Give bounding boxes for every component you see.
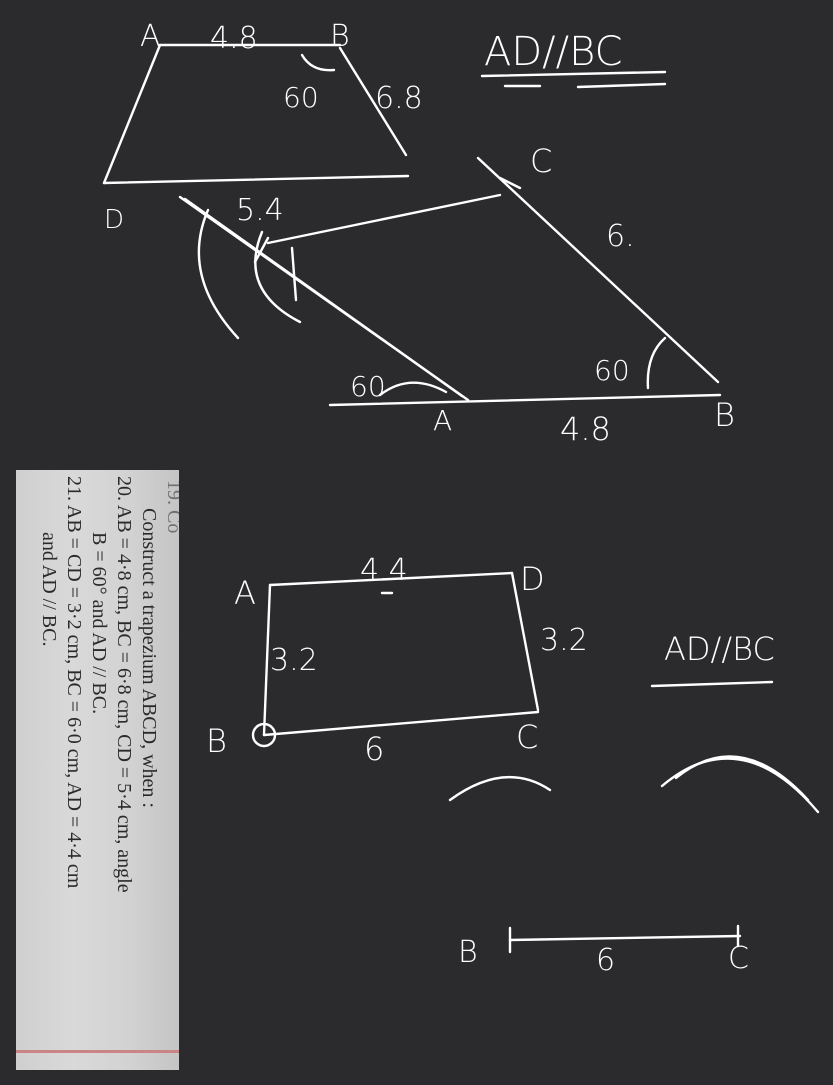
label-ab-length: 4.8 [210, 21, 258, 56]
angle-arc-b [302, 55, 334, 70]
question-20-line-1: 20. AB = 4·8 cm, BC = 6·8 cm, CD = 5·4 cm, angle [113, 476, 135, 893]
condition-ad-parallel-bc-2 [652, 630, 775, 686]
textbook-top-mark: 19. Co [163, 480, 185, 534]
construction-arc-left [450, 777, 550, 800]
cross-mark [292, 248, 296, 300]
label-bc-length: 6.8 [375, 81, 423, 116]
label-length: 6 [596, 943, 616, 978]
ray-from-a-double [185, 199, 462, 396]
label-ab-length: 3.2 [270, 643, 318, 678]
sketch-2-rough-trapezium [206, 553, 588, 768]
label-b: B [330, 19, 350, 54]
label-a-construction: A [433, 404, 453, 437]
sketch-1-construction [180, 142, 735, 448]
segment [510, 936, 740, 940]
label-ab-length-construction: 4.8 [560, 410, 611, 448]
label-c: C [516, 718, 539, 756]
label-b-construction: B [714, 396, 735, 434]
label-angle-b-construction: 60 [594, 354, 630, 387]
question-21-line-2: and AD // BC. [38, 532, 60, 647]
condition-text: AD//BC [664, 630, 775, 668]
label-a: A [234, 574, 256, 612]
base-line [330, 395, 720, 405]
margin-red-line [16, 1050, 179, 1053]
condition-text: AD//BC [484, 29, 623, 75]
angle-arc-a [380, 383, 446, 395]
label-cd-length: 5.4 [236, 193, 284, 228]
construction-arc-2 [199, 210, 238, 338]
question-21-line-1: 21. AB = CD = 3·2 cm, BC = 6·0 cm, AD = 4·4 cm [63, 476, 85, 889]
label-c: C [530, 142, 553, 180]
underline [652, 682, 772, 686]
label-b: B [458, 935, 478, 970]
question-20-line-2: B = 60° and AD // BC. [88, 532, 110, 715]
textbook-photo [16, 470, 185, 1070]
base-segment-bc [458, 926, 749, 978]
edge-bc-construction [478, 158, 718, 382]
edge-dc-construction [268, 195, 500, 243]
condition-ad-parallel-bc-1 [482, 29, 665, 87]
angle-arc-b2 [648, 338, 665, 388]
construction-arc-right-inner [676, 757, 808, 800]
edge-ad [104, 45, 160, 183]
label-b: B [206, 722, 227, 760]
textbook-intro: Construct a trapezium ABCD, when : [138, 508, 160, 808]
label-angle-b: 60 [283, 81, 319, 114]
underline-2 [578, 84, 665, 87]
label-cd-length: 3.2 [540, 623, 588, 658]
label-a: A [140, 19, 161, 54]
textbook-question-text [36, 476, 186, 1066]
label-d: D [104, 205, 125, 235]
edge-bc [264, 712, 538, 735]
label-bc-length-2: 6. [606, 219, 635, 254]
edge-dc [104, 176, 408, 183]
label-ad-length: 4.4 [360, 553, 408, 588]
label-bc-length: 6 [364, 730, 385, 768]
label-angle-a: 60 [350, 370, 386, 403]
label-d: D [520, 560, 545, 598]
label-c: C [728, 941, 749, 976]
